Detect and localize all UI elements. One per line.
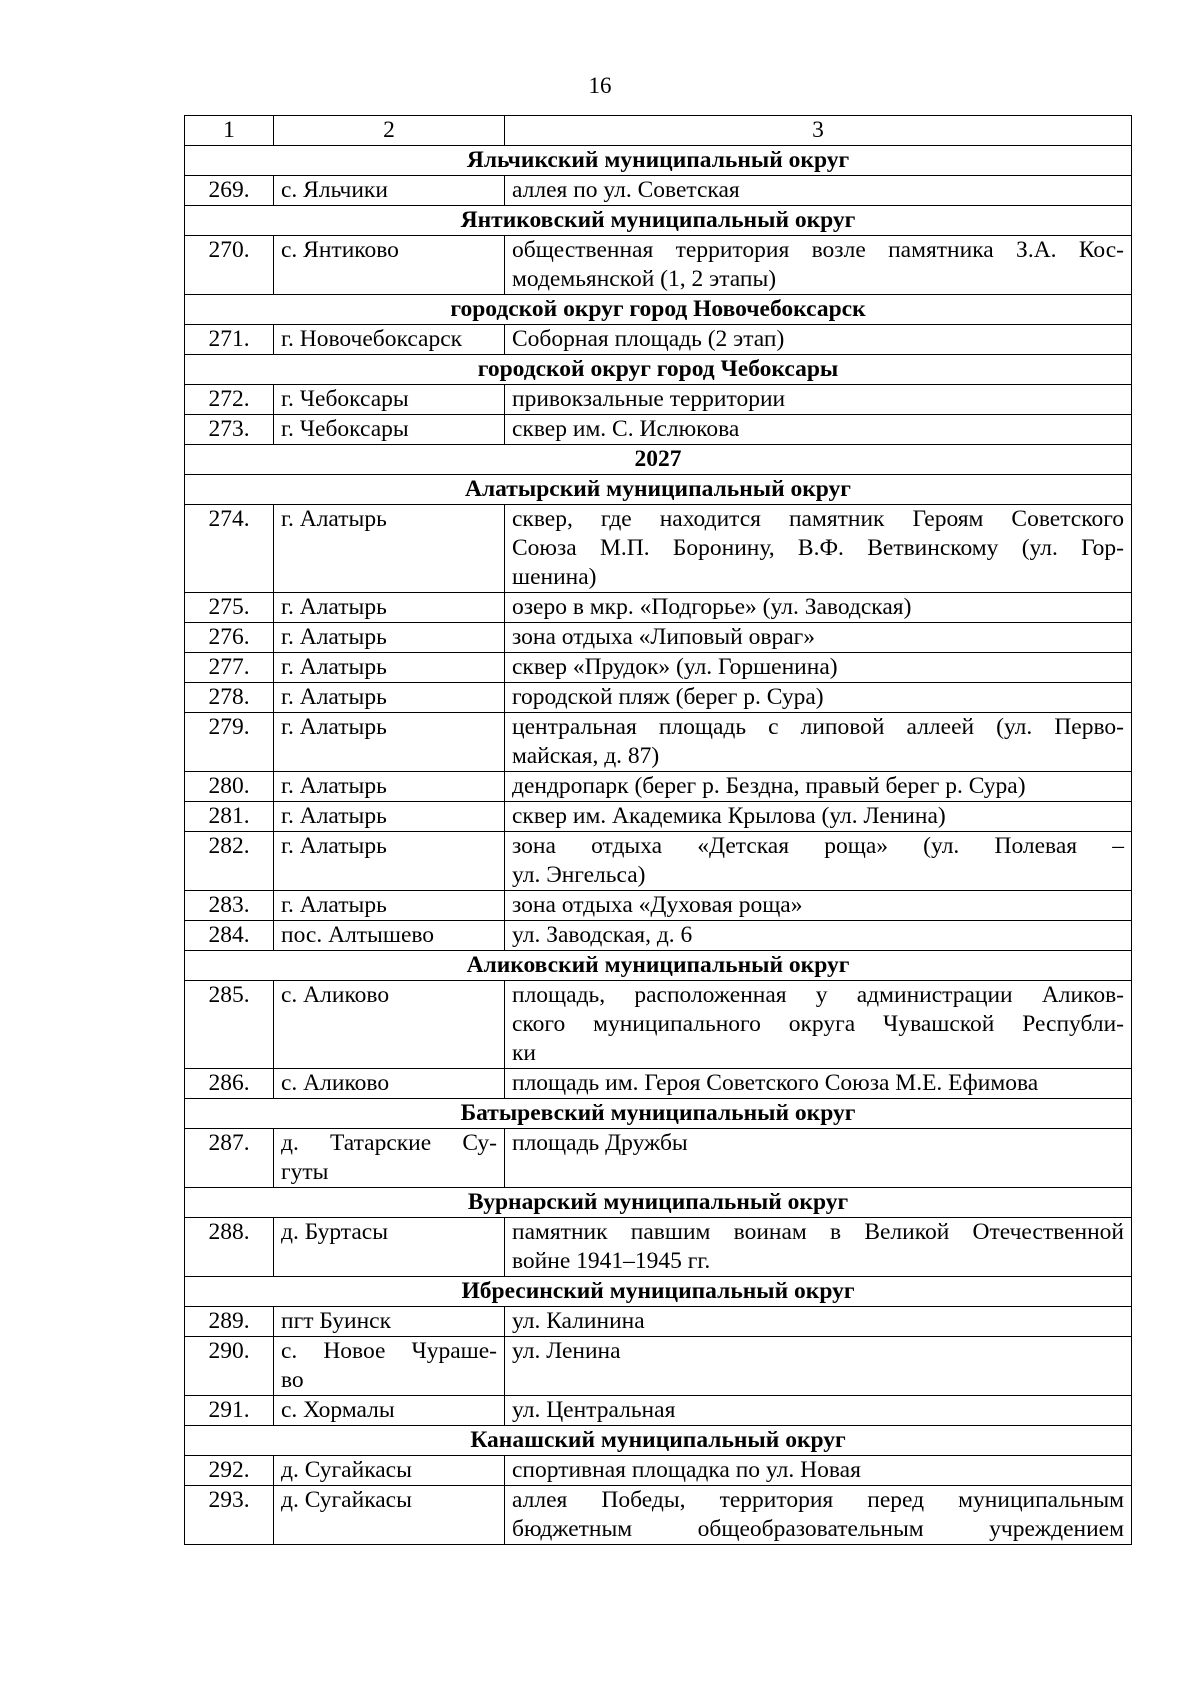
settlement-cell: г. Алатырь — [274, 832, 505, 891]
territory-line: аллея Победы, территория перед муниципальным — [512, 1487, 1124, 1513]
settlement-cell: пос. Алтышево — [274, 921, 505, 951]
row-number: 288. — [185, 1218, 274, 1277]
district-heading-row — [185, 1426, 1132, 1456]
territory-cell: площадь Дружбы — [505, 1129, 1132, 1188]
district-heading-row — [185, 146, 1132, 176]
settlement-cell: г. Новочебоксарск — [274, 325, 505, 355]
district-heading-row — [185, 475, 1132, 505]
settlement-cell: г. Алатырь — [274, 713, 505, 772]
row-number: 289. — [185, 1307, 274, 1337]
territory-line: сквер, где находится памятник Героям Советского — [512, 506, 1124, 532]
table-row — [185, 832, 1132, 891]
settlement-line: во — [281, 1367, 304, 1393]
territory-line: войне 1941–1945 гг. — [512, 1248, 711, 1274]
table-row — [185, 1218, 1132, 1277]
territory-cell — [505, 505, 1132, 593]
district-heading: Яльчикский муниципальный округ — [185, 146, 1132, 176]
territory-cell: ул. Ленина — [505, 1337, 1132, 1396]
district-heading: городской округ город Новочебоксарск — [185, 295, 1132, 325]
table-row — [185, 653, 1132, 683]
district-heading: городской округ город Чебоксары — [185, 355, 1132, 385]
row-number: 279. — [185, 713, 274, 772]
settlement-cell: д. Буртасы — [274, 1218, 505, 1277]
settlement-cell: г. Алатырь — [274, 593, 505, 623]
settlement-cell: г. Чебоксары — [274, 385, 505, 415]
row-number: 271. — [185, 325, 274, 355]
territory-cell: аллея по ул. Советская — [505, 176, 1132, 206]
row-number: 286. — [185, 1069, 274, 1099]
row-number: 285. — [185, 981, 274, 1069]
territory-line: ского муниципального округа Чувашской Республи- — [512, 1011, 1124, 1037]
settlement-cell: г. Алатырь — [274, 505, 505, 593]
district-heading: Алатырский муниципальный округ — [185, 475, 1132, 505]
table-row — [185, 415, 1132, 445]
district-heading-row — [185, 1188, 1132, 1218]
table-row — [185, 981, 1132, 1069]
settlement-cell: г. Алатырь — [274, 653, 505, 683]
district-heading: Вурнарский муниципальный округ — [185, 1188, 1132, 1218]
territory-cell — [505, 1486, 1132, 1545]
settlement-line: д. Татарские Су- — [281, 1130, 497, 1156]
row-number: 272. — [185, 385, 274, 415]
territory-cell: спортивная площадка по ул. Новая — [505, 1456, 1132, 1486]
row-number: 284. — [185, 921, 274, 951]
table-row — [185, 236, 1132, 295]
table-row — [185, 921, 1132, 951]
row-number: 270. — [185, 236, 274, 295]
table-row — [185, 1486, 1132, 1545]
table-row — [185, 1337, 1132, 1396]
settlement-cell: г. Алатырь — [274, 772, 505, 802]
row-number: 287. — [185, 1129, 274, 1188]
district-heading-row — [185, 1277, 1132, 1307]
row-number: 276. — [185, 623, 274, 653]
settlement-cell: г. Чебоксары — [274, 415, 505, 445]
row-number: 283. — [185, 891, 274, 921]
district-heading-row — [185, 355, 1132, 385]
territory-cell: площадь им. Героя Советского Союза М.Е. Ефимова — [505, 1069, 1132, 1099]
territory-line: шенина) — [512, 564, 597, 590]
column-number-row — [185, 116, 1132, 146]
row-number: 274. — [185, 505, 274, 593]
settlement-cell: г. Алатырь — [274, 623, 505, 653]
settlement-cell: пгт Буинск — [274, 1307, 505, 1337]
territory-cell: привокзальные территории — [505, 385, 1132, 415]
territory-cell: ул. Калинина — [505, 1307, 1132, 1337]
table-body — [185, 116, 1132, 1545]
territory-cell: сквер им. С. Ислюкова — [505, 415, 1132, 445]
district-heading: Батыревский муниципальный округ — [185, 1099, 1132, 1129]
territory-line: бюджетным общеобразовательным учреждением — [512, 1516, 1124, 1542]
territory-cell: зона отдыха «Духовая роща» — [505, 891, 1132, 921]
row-number: 282. — [185, 832, 274, 891]
territory-cell — [505, 832, 1132, 891]
settlement-cell: с. Хормалы — [274, 1396, 505, 1426]
territory-cell: ул. Центральная — [505, 1396, 1132, 1426]
district-heading: Янтиковский муниципальный округ — [185, 206, 1132, 236]
table-row — [185, 772, 1132, 802]
territory-line: ул. Энгельса) — [512, 862, 646, 888]
district-heading-row — [185, 1099, 1132, 1129]
territory-cell: озеро в мкр. «Подгорье» (ул. Заводская) — [505, 593, 1132, 623]
row-number: 293. — [185, 1486, 274, 1545]
table-row — [185, 1307, 1132, 1337]
table-row — [185, 713, 1132, 772]
territory-line: площадь, расположенная у администрации Аликов- — [512, 982, 1124, 1008]
table-row — [185, 1069, 1132, 1099]
column-number-3: 3 — [505, 116, 1132, 146]
year-heading-row — [185, 445, 1132, 475]
territory-line: памятник павшим воинам в Великой Отечественной — [512, 1219, 1124, 1245]
column-number-2: 2 — [274, 116, 505, 146]
table-row — [185, 505, 1132, 593]
settlement-cell: с. Яльчики — [274, 176, 505, 206]
territory-cell — [505, 981, 1132, 1069]
territory-cell — [505, 236, 1132, 295]
table-row — [185, 325, 1132, 355]
territory-line: майская, д. 87) — [512, 743, 660, 769]
row-number: 292. — [185, 1456, 274, 1486]
row-number: 278. — [185, 683, 274, 713]
row-number: 277. — [185, 653, 274, 683]
settlement-cell: д. Сугайкасы — [274, 1456, 505, 1486]
row-number: 275. — [185, 593, 274, 623]
settlement-cell: г. Алатырь — [274, 683, 505, 713]
row-number: 280. — [185, 772, 274, 802]
settlement-cell: с. Аликово — [274, 1069, 505, 1099]
settlement-cell: д. Сугайкасы — [274, 1486, 505, 1545]
settlement-line: гуты — [281, 1159, 329, 1185]
territory-line: модемьянской (1, 2 этапы) — [512, 266, 777, 292]
page-number: 16 — [588, 73, 612, 98]
row-number: 281. — [185, 802, 274, 832]
table-row — [185, 891, 1132, 921]
district-heading-row — [185, 206, 1132, 236]
territory-cell: зона отдыха «Липовый овраг» — [505, 623, 1132, 653]
table-row — [185, 683, 1132, 713]
table-row — [185, 176, 1132, 206]
table-row — [185, 1129, 1132, 1188]
settlement-cell — [274, 1129, 505, 1188]
year-heading: 2027 — [185, 445, 1132, 475]
settlement-cell — [274, 1337, 505, 1396]
row-number: 291. — [185, 1396, 274, 1426]
table-row — [185, 593, 1132, 623]
settlement-cell: г. Алатырь — [274, 802, 505, 832]
places-table — [184, 115, 1132, 1545]
district-heading: Аликовский муниципальный округ — [185, 951, 1132, 981]
settlement-cell: с. Аликово — [274, 981, 505, 1069]
territory-cell: ул. Заводская, д. 6 — [505, 921, 1132, 951]
settlement-cell: с. Янтиково — [274, 236, 505, 295]
territory-line: центральная площадь с липовой аллеей (ул. Перво- — [512, 714, 1124, 740]
table-row — [185, 385, 1132, 415]
row-number: 273. — [185, 415, 274, 445]
territory-cell: дендропарк (берег р. Бездна, правый берег р. Сура) — [505, 772, 1132, 802]
table-row — [185, 802, 1132, 832]
table-row — [185, 1456, 1132, 1486]
settlement-line: с. Новое Чураше- — [281, 1338, 497, 1364]
territory-line: зона отдыха «Детская роща» (ул. Полевая – — [512, 833, 1124, 859]
row-number: 269. — [185, 176, 274, 206]
table-row — [185, 1396, 1132, 1426]
territory-line: Союза М.П. Боронину, В.Ф. Ветвинскому (ул. Гор- — [512, 535, 1124, 561]
district-heading-row — [185, 295, 1132, 325]
territory-cell: городской пляж (берег р. Сура) — [505, 683, 1132, 713]
district-heading-row — [185, 951, 1132, 981]
territory-cell: сквер «Прудок» (ул. Горшенина) — [505, 653, 1132, 683]
column-number-1: 1 — [185, 116, 274, 146]
territory-cell — [505, 713, 1132, 772]
table-row — [185, 623, 1132, 653]
territory-line: общественная территория возле памятника З.А. Кос- — [512, 237, 1124, 263]
territory-cell: сквер им. Академика Крылова (ул. Ленина) — [505, 802, 1132, 832]
settlement-cell: г. Алатырь — [274, 891, 505, 921]
territory-line: ки — [512, 1040, 536, 1066]
row-number: 290. — [185, 1337, 274, 1396]
territory-cell — [505, 1218, 1132, 1277]
district-heading: Канашский муниципальный округ — [185, 1426, 1132, 1456]
district-heading: Ибресинский муниципальный округ — [185, 1277, 1132, 1307]
territory-cell: Соборная площадь (2 этап) — [505, 325, 1132, 355]
